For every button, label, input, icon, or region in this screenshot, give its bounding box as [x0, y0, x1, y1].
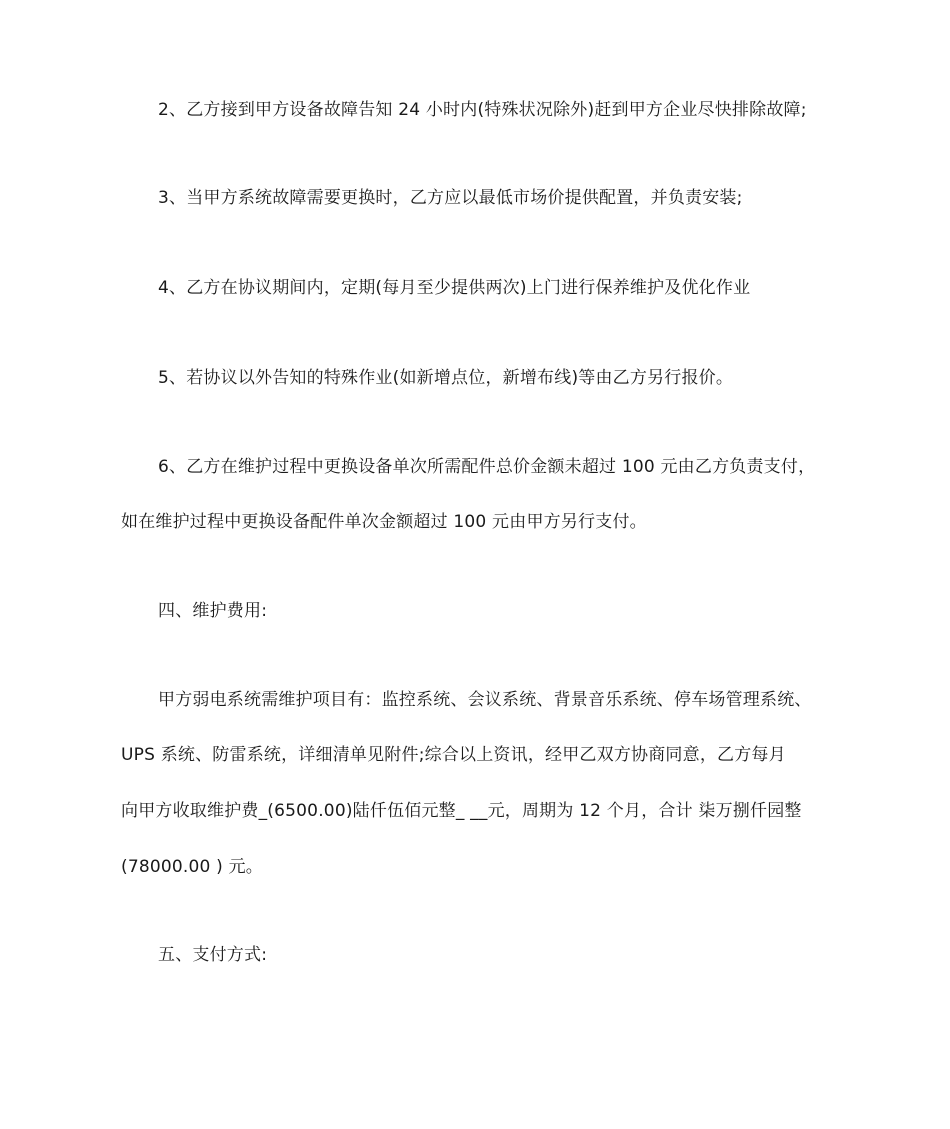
section-4-line-2: UPS 系统、防雷系统，详细清单见附件;综合以上资讯，经甲乙双方协商同意，乙方每月	[121, 745, 786, 765]
section-4-heading: 四、维护费用:	[158, 601, 268, 621]
section-4-line-4: (78000.00 ) 元。	[121, 857, 263, 877]
section-4-line-1: 甲方弱电系统需维护项目有：监控系统、会议系统、背景音乐系统、停车场管理系统、	[158, 690, 812, 710]
section-4-line-3: 向甲方收取维护费_(6500.00)陆仟伍佰元整_ __元，周期为 12 个月，合计 柒万捌仟园整	[121, 801, 802, 821]
clause-2: 2、乙方接到甲方设备故障告知 24 小时内(特殊状况除外)赶到甲方企业尽快排除故障;	[158, 100, 807, 120]
clause-4: 4、乙方在协议期间内，定期(每月至少提供两次)上门进行保养维护及优化作业	[158, 278, 751, 298]
section-5-heading: 五、支付方式:	[158, 945, 268, 965]
clause-3: 3、当甲方系统故障需要更换时，乙方应以最低市场价提供配置，并负责安装;	[158, 188, 743, 208]
clause-5: 5、若协议以外告知的特殊作业(如新增点位，新增布线)等由乙方另行报价。	[158, 368, 734, 388]
clause-6-line-1: 6、乙方在维护过程中更换设备单次所需配件总价金额未超过 100 元由乙方负责支付，	[158, 457, 816, 477]
clause-6-line-2: 如在维护过程中更换设备配件单次金额超过 100 元由甲方另行支付。	[121, 512, 647, 532]
